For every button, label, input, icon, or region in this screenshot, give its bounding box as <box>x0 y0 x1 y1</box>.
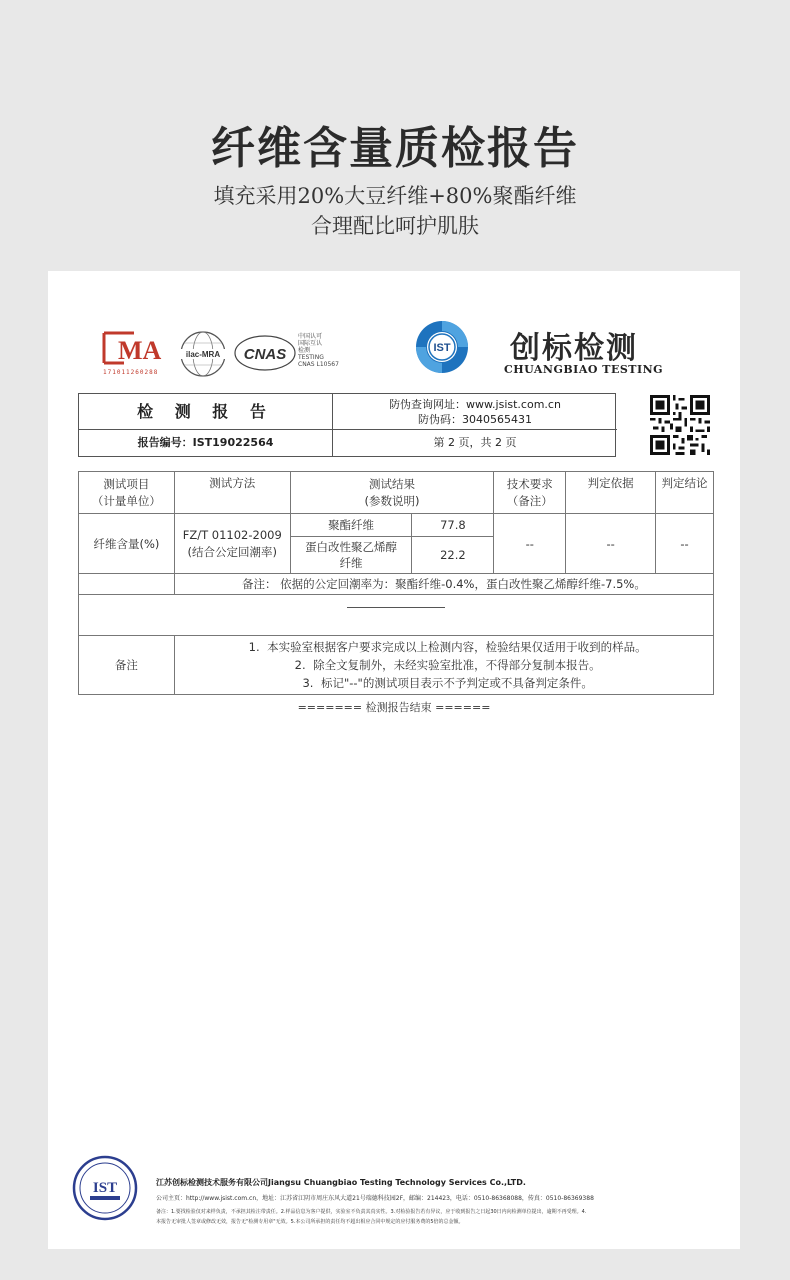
requirement-cell: -- <box>494 514 566 574</box>
remark-item: 1. 本实验室根据客户要求完成以上检测内容，检验结果仅适用于收到的样品。 <box>248 640 647 654</box>
page-info: 第 2 页，共 2 页 <box>433 436 517 449</box>
svg-text:IST: IST <box>92 1180 118 1196</box>
footer-address: 公司主页：http://www.jsist.com.cn，地址：江苏省江阴市周庄东风大道21号瑞德科技园2F，邮编：214423，电话：0510-86368088，传真：0510-86369388 <box>156 1195 594 1202</box>
qr-code-icon <box>650 395 710 455</box>
blank-line <box>347 607 445 608</box>
moisture-regain-note: 备注： 依据的公定回潮率为：聚酯纤维-0.4%，蛋白改性聚乙烯醇纤维-7.5%。 <box>174 574 713 595</box>
header-conclusion: 判定结论 <box>656 472 714 514</box>
svg-text:ilac-MRA: ilac-MRA <box>185 350 221 359</box>
page-title: 纤维含量质检报告 <box>211 123 579 174</box>
ist-seal-logo <box>72 1155 138 1221</box>
svg-text:IST: IST <box>433 342 451 354</box>
header-test-item: 测试项目 （计量单位） <box>79 472 175 514</box>
subtitle-line-2: 合理配比呵护肌肤 <box>311 214 479 238</box>
remarks-label: 备注 <box>79 636 175 695</box>
anti-fake-code: 防伪码：3040565431 <box>418 413 532 426</box>
remarks-row <box>79 636 714 695</box>
header-test-result: 测试结果 (参数说明) <box>290 472 494 514</box>
report-header-box <box>78 393 616 457</box>
ilac-mra-logo <box>178 329 228 379</box>
table-note-row <box>79 574 714 595</box>
cnas-accreditation-note: 中国认可 国际互认 检测 TESTING CNAS L10567 <box>298 333 339 368</box>
result-value-1: 77.8 <box>412 514 494 537</box>
subtitle-line-1: 填充采用20%大豆纤维+80%聚酯纤维 <box>213 184 577 208</box>
cma-text: MA <box>118 336 162 365</box>
basis-cell: -- <box>566 514 656 574</box>
brand-name-cn: 创标检测 <box>510 331 638 366</box>
result-name-2: 蛋白改性聚乙烯醇 纤维 <box>290 537 412 574</box>
svg-text:CNAS: CNAS <box>243 346 287 363</box>
method-cell: FZ/T 01102-2009 (结合公定回潮率) <box>174 514 290 574</box>
test-results-table <box>78 471 714 695</box>
conclusion-cell: -- <box>656 514 714 574</box>
remarks-list <box>174 636 713 695</box>
report-end-line: ======= 检测报告结束 ====== <box>297 701 491 714</box>
table-row <box>79 514 714 537</box>
query-site: 防伪查询网址：www.jsist.com.cn <box>389 398 561 411</box>
ist-logo <box>414 319 470 375</box>
footer-notes: 备注：1.要找检验仅对来样负责，不承担其检注带责任。2.样品信息为客户提供，实验室不负责其真实性。3.对检验报告若有异议，应于收到报告之日起30日内向检测单位提出，逾期不再受理。4. 本报告无审批人签章或修改无效，报告无"检测专用章"无效。5.本公司所承担的责任均不超出相应合同中规定的应付服务费的5倍的总金额。 <box>156 1209 587 1225</box>
report-title: 检 测 报 告 <box>79 394 333 430</box>
table-empty-row <box>79 595 714 636</box>
report-document <box>48 271 740 1249</box>
remark-item: 3. 标记"--"的测试项目表示不予判定或不具备判定条件。 <box>302 676 593 690</box>
remark-item: 2. 除全文复制外，未经实验室批准，不得部分复制本报告。 <box>294 658 601 672</box>
cnas-logo <box>234 335 296 371</box>
result-value-2: 22.2 <box>412 537 494 574</box>
item-cell: 纤维含量(%) <box>79 514 175 574</box>
anti-fake-info <box>333 394 617 430</box>
cma-number: 171011260288 <box>103 369 159 376</box>
table-header-row <box>79 472 714 514</box>
header-basis: 判定依据 <box>566 472 656 514</box>
footer-company: 江苏创标检测技术服务有限公司Jiangsu Chuangbiao Testing Technology Services Co.,LTD. <box>156 1178 526 1187</box>
brand-name-en: CHUANGBIAO TESTING <box>504 363 664 376</box>
report-number: 报告编号：IST19022564 <box>79 430 333 456</box>
result-name-1: 聚酯纤维 <box>290 514 412 537</box>
header-test-method: 测试方法 <box>174 472 290 514</box>
cma-logo <box>100 329 170 369</box>
header-tech-requirement: 技术要求 （备注） <box>494 472 566 514</box>
